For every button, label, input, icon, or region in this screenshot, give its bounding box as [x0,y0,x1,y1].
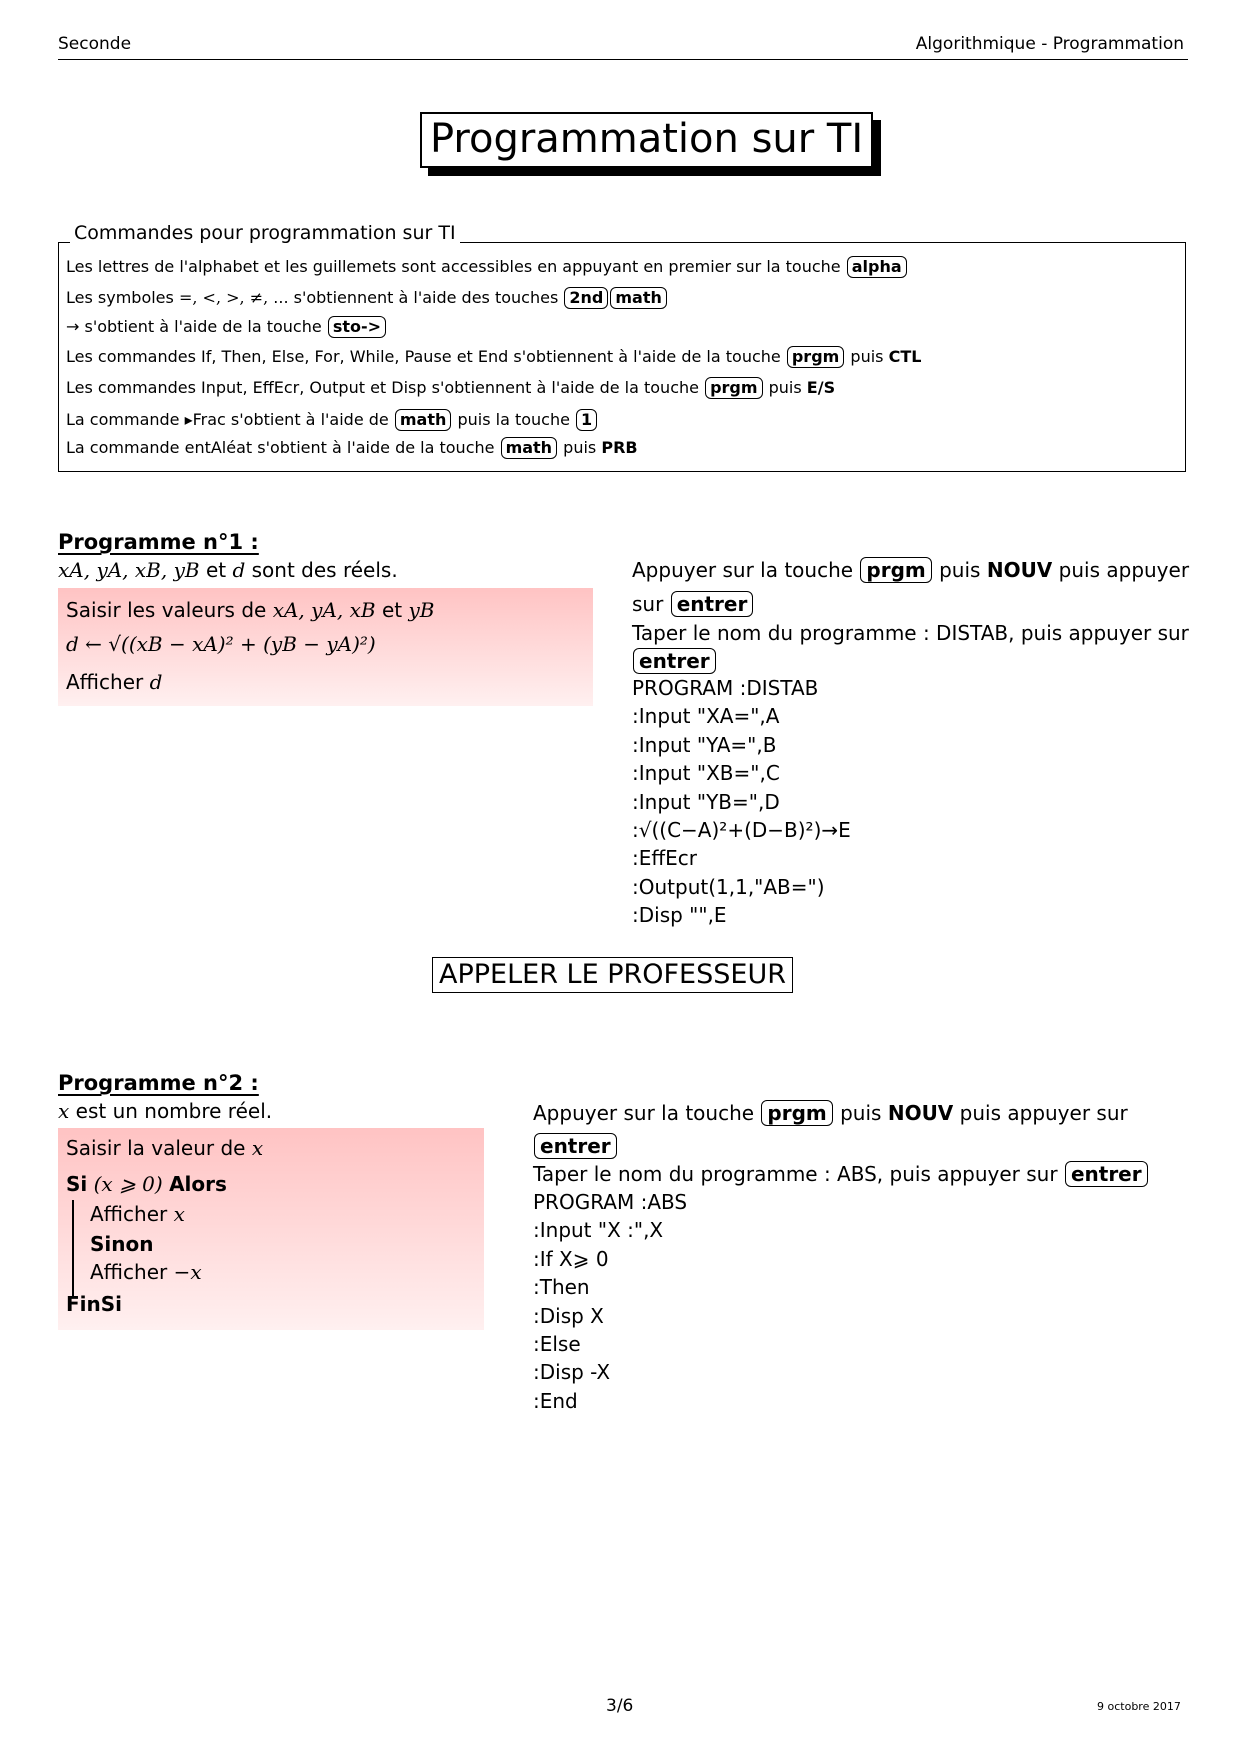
key-2nd: 2nd [564,287,608,309]
page-number: 3/6 [606,1696,634,1716]
program-2-code [533,1188,687,1415]
menu-ctl: CTL [888,347,922,366]
algo-endif-line [66,1290,122,1318]
commands-legend: Commandes pour programmation sur TI [70,222,460,244]
instr-text: puis [939,558,981,582]
keyword-si: Si [66,1172,88,1196]
code-line: :Input "YA=",B [632,732,777,757]
intro-text: est un nombre réel. [75,1099,273,1123]
code-line: :Input "XA=",A [632,704,780,729]
menu-prb: PRB [601,438,638,457]
menu-es: E/S [806,378,836,397]
instr-text: puis appuyer [1058,558,1190,582]
key-prgm: prgm [761,1100,832,1126]
instr-text: puis [840,1101,882,1125]
algo-else-line [90,1258,202,1286]
instr-text: Taper le nom du programme : ABS, puis appuyer sur [533,1162,1058,1186]
key-1: 1 [576,409,597,431]
page-title-box [420,112,873,168]
intro-text: et [205,558,227,582]
algo-formula: d ← √((xB − xA)² + (yB − yA)²) [66,632,376,656]
code-line: :End [533,1388,578,1413]
instr-text: sur [632,592,664,616]
command-text: puis [850,347,884,366]
key-math: math [395,409,452,431]
program-2-instr-line-2 [533,1132,618,1160]
variable-x: x [58,1099,70,1123]
code-line: :Disp -X [533,1360,611,1385]
program-1-title: Programme n°1 : [58,530,259,554]
algo-vars: x [173,1202,185,1226]
command-text: La commande entAléat s'obtient à l'aide de la touche [66,438,495,457]
header-rule [58,59,1188,60]
algo-text: et [381,598,403,622]
keyword-sinon: Sinon [90,1232,154,1256]
code-line: :Input "YB=",D [632,789,780,814]
program-1-intro [58,556,398,584]
program-2-title: Programme n°2 : [58,1071,259,1095]
algo-if-line [66,1170,227,1198]
menu-nouv: NOUV [887,1101,954,1125]
key-entrer: entrer [633,648,716,674]
program-1-instr-line-1 [632,556,1189,584]
menu-nouv: NOUV [986,558,1053,582]
code-line: :EffEcr [632,846,698,871]
command-line-3 [66,316,387,338]
algo-condition: (x ⩾ 0) [93,1172,163,1196]
key-entrer: entrer [671,591,754,617]
command-text: Les commandes Input, EffEcr, Output et Disp s'obtiennent à l'aide de la touche [66,378,699,397]
algo-text: Saisir la valeur de [66,1136,246,1160]
instr-text: puis appuyer sur [959,1101,1128,1125]
key-entrer: entrer [534,1133,617,1159]
code-line: :Disp "",E [632,903,727,928]
code-line: :√((C−A)²+(D−B)²)→E [632,818,851,843]
command-text: Les lettres de l'alphabet et les guillemets sont accessibles en appuyant en premier sur la touche [66,257,841,276]
code-line: :Then [533,1275,590,1300]
program-1-algorithm [58,588,593,706]
command-text: Les symboles [66,288,179,307]
program-1-instr-line-2 [632,590,754,618]
page-title: Programmation sur TI [420,112,873,168]
instr-text: Appuyer sur la touche [533,1101,755,1125]
command-line-6 [66,409,598,431]
program-2-instr-line-1 [533,1099,1128,1127]
algo-then-line [90,1200,185,1228]
algo-text: Afficher [90,1202,168,1226]
command-line-7 [66,437,638,459]
command-text: ... s'obtiennent à l'aide des touches [268,288,564,307]
command-text: La commande ▸Frac s'obtient à l'aide de [66,410,389,429]
program-2-algorithm [58,1128,484,1330]
algo-vars: −x [173,1260,202,1284]
code-line: :Input "XB=",C [632,761,780,786]
algo-vars: xA, yA, xB [272,598,376,622]
algo-vars: d [149,670,163,694]
code-line: :If X⩾ 0 [533,1246,609,1271]
key-math: math [501,437,558,459]
key-alpha: alpha [847,256,907,278]
intro-text: sont des réels. [251,558,398,582]
key-math: math [610,287,667,309]
keyword-alors: Alors [169,1172,227,1196]
command-line-4 [66,346,921,368]
command-text: puis [768,378,802,397]
code-line: :Else [533,1332,581,1357]
algo-text: Saisir les valeurs de [66,598,267,622]
code-line: PROGRAM :ABS [533,1190,688,1214]
code-line: PROGRAM :DISTAB [632,676,819,700]
program-1-code [632,674,851,930]
program-1-instr-line-3: Taper le nom du programme : DISTAB, puis appuyer sur [632,621,1189,645]
header-right: Algorithmique - Programmation [915,34,1184,54]
algo-vars: yB [408,598,435,622]
command-line-1 [66,256,908,278]
command-text: puis la touche [457,410,570,429]
key-prgm: prgm [787,346,844,368]
header-left: Seconde [58,34,132,54]
key-entrer: entrer [1065,1161,1148,1187]
program-2-instr-line-3 [533,1160,1149,1188]
algo-block-bar [72,1200,74,1296]
command-line-5 [66,377,835,399]
algo-input-line [66,1134,263,1162]
program-2-intro [58,1097,272,1125]
key-prgm: prgm [860,557,931,583]
algo-else-keyword [90,1230,153,1258]
variable-d: d [232,558,246,582]
code-line: :Disp X [533,1303,604,1328]
algo-output-line [66,668,162,696]
command-text: puis [563,438,597,457]
call-teacher-box: APPELER LE PROFESSEUR [432,957,793,993]
instr-text: Appuyer sur la touche [632,558,854,582]
code-line: :Input "X :",X [533,1218,664,1243]
code-line: :Output(1,1,"AB=") [632,874,825,899]
command-text: → s'obtient à l'aide de la touche [66,317,322,336]
algo-text: Afficher [66,670,144,694]
algo-input-line [66,596,434,624]
command-line-2 [66,287,668,309]
program-1-instr-line-4 [632,647,717,675]
command-text: Les commandes If, Then, Else, For, While, Pause et End s'obtiennent à l'aide de la touche [66,347,781,366]
key-prgm: prgm [705,377,762,399]
footer-date: 9 octobre 2017 [1097,1700,1181,1713]
algo-text: Afficher [90,1260,168,1284]
variables: xA, yA, xB, yB [58,558,200,582]
keyword-finsi: FinSi [66,1292,123,1316]
symbols: =, <, >, ≠, [178,288,269,307]
key-sto: sto-> [328,316,386,338]
algo-vars: x [251,1136,264,1160]
